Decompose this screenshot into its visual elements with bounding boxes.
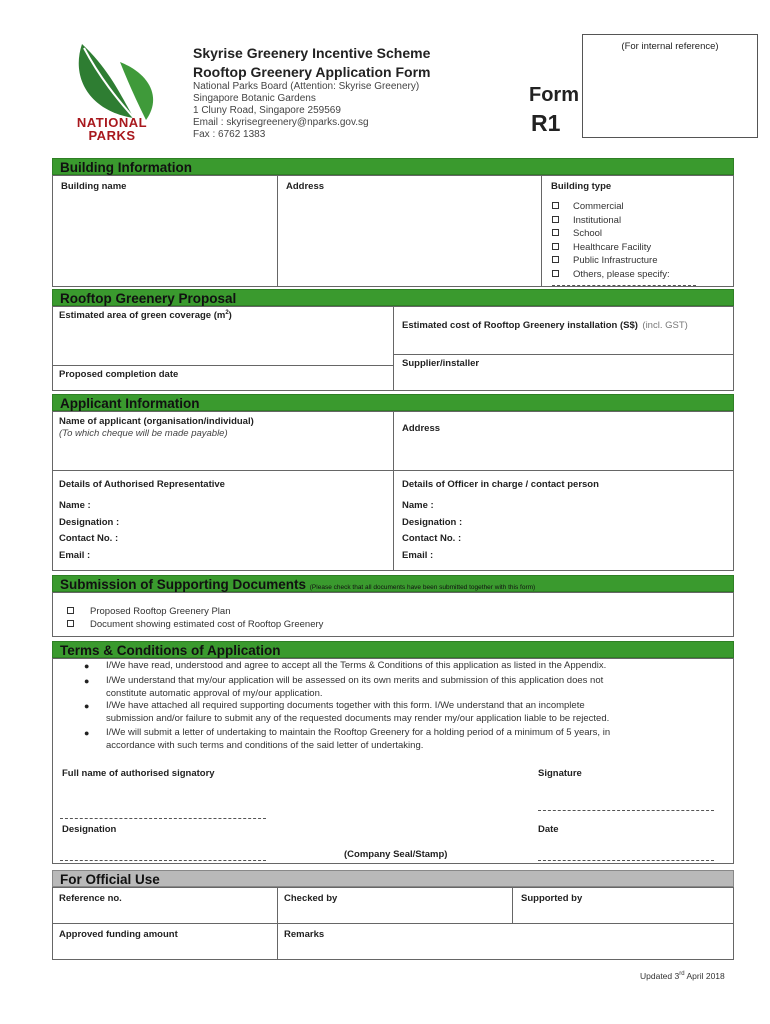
- officer-designation-label[interactable]: Designation :: [402, 517, 463, 528]
- applicant-address-label: Address: [402, 423, 441, 434]
- checkbox-institutional[interactable]: [552, 216, 559, 223]
- supported-by-label: Supported by: [521, 893, 583, 904]
- designation-line[interactable]: [60, 860, 266, 861]
- others-specify-line[interactable]: [552, 285, 696, 286]
- signature-label: Signature: [538, 768, 582, 779]
- internal-reference-label: (For internal reference): [621, 41, 719, 52]
- building-name-label: Building name: [61, 181, 127, 192]
- option-label: Public Infrastructure: [573, 255, 658, 267]
- term-item: I/We understand that my/our application will be assessed on its own merits and submission of this application does not constitute automatic approval of my/our application.: [106, 675, 604, 699]
- rep-contact-label[interactable]: Contact No. :: [59, 533, 119, 544]
- option-label: School: [573, 228, 603, 240]
- green-coverage-label: Estimated area of green coverage $(m^2)$: [59, 310, 232, 322]
- signatory-name-line[interactable]: [60, 818, 266, 819]
- rep-designation-label[interactable]: Designation :: [59, 517, 120, 528]
- option-label: Institutional: [573, 214, 622, 226]
- checked-by-label: Checked by: [284, 893, 338, 904]
- option-label: Healthcare Facility: [573, 241, 652, 253]
- installation-cost-field[interactable]: [393, 306, 734, 355]
- checkbox-public-infrastructure[interactable]: [552, 256, 559, 263]
- term-item: I/We have attached all required supporting documents together with this form. I/We understand that an incomplete submission and/or failure to submit any of the requested documents may render my/our application liable to be rejected.: [106, 700, 610, 724]
- term-item: I/We will submit a letter of undertaking to maintain the Rooftop Greenery for a holding period of a minimum of 5 years, in accordance with such terms and conditions of the said letter of undertaking.: [106, 727, 611, 751]
- logo-wordmark: NATIONAL PARKS: [76, 115, 148, 143]
- doc-item: [67, 614, 323, 632]
- checkbox-cost-document[interactable]: [67, 620, 74, 627]
- designation-label: Designation: [62, 824, 117, 835]
- reference-no-label: Reference no.: [59, 893, 122, 904]
- option-label: Commercial: [573, 201, 624, 212]
- approved-funding-field[interactable]: [52, 923, 278, 960]
- building-name-field[interactable]: [52, 175, 278, 287]
- building-address-field[interactable]: [277, 175, 542, 287]
- rep-email-label[interactable]: Email :: [59, 550, 91, 561]
- org-line: 1 Cluny Road, Singapore 259569: [193, 105, 341, 116]
- form-label: Form: [529, 84, 579, 106]
- internal-reference-box[interactable]: [582, 34, 758, 138]
- building-type-label: Building type: [551, 181, 612, 192]
- section-applicant-information: Applicant Information: [52, 394, 734, 411]
- officer-in-charge-block: [393, 470, 734, 571]
- bullet-icon: ●: [84, 728, 90, 738]
- checkbox-others[interactable]: [552, 270, 559, 277]
- authorised-representative-heading: Details of Authorised Representative: [59, 479, 225, 490]
- rep-name-label[interactable]: Name :: [59, 500, 91, 511]
- org-email: Email : skyrisegreenery@nparks.gov.sg: [193, 117, 369, 128]
- supplier-installer-field[interactable]: [393, 354, 734, 391]
- gst-note: (incl. GST): [642, 320, 688, 331]
- approved-funding-label: Approved funding amount: [59, 929, 178, 940]
- section-rooftop-greenery-proposal: Rooftop Greenery Proposal: [52, 289, 734, 306]
- bullet-icon: ●: [84, 701, 90, 711]
- form-code: R1: [531, 110, 561, 136]
- term-item: I/We have read, understood and agree to accept all the Terms & Conditions of this application as listed in the Appendix.: [106, 660, 607, 671]
- completion-date-field[interactable]: [52, 365, 394, 391]
- building-address-label: Address: [286, 181, 325, 192]
- checkbox-commercial[interactable]: [552, 202, 559, 209]
- checkbox-rooftop-plan[interactable]: [67, 607, 74, 614]
- authorised-representative-block: [52, 470, 394, 571]
- form-title: Rooftop Greenery Application Form: [193, 64, 431, 80]
- supplier-installer-label: Supplier/installer: [402, 358, 480, 369]
- supported-by-field[interactable]: [512, 887, 734, 924]
- officer-email-label[interactable]: Email :: [402, 550, 434, 561]
- completion-date-label: Proposed completion date: [59, 369, 179, 380]
- signature-line[interactable]: [538, 810, 714, 811]
- signatory-name-label: Full name of authorised signatory: [62, 768, 215, 779]
- remarks-field[interactable]: [277, 923, 734, 960]
- doc-item-label: Document showing estimated cost of Rooftop Greenery: [90, 619, 324, 630]
- applicant-name-label: Name of applicant (organisation/individual): [59, 416, 254, 427]
- updated-date: Updated 3rd April 2018: [640, 971, 725, 981]
- org-line: National Parks Board (Attention: Skyrise Greenery): [193, 81, 420, 92]
- option-label: Others, please specify:: [573, 268, 670, 280]
- applicant-address-field[interactable]: [393, 411, 734, 471]
- officer-in-charge-heading: Details of Officer in charge / contact person: [402, 479, 599, 490]
- section-official-use: For Official Use: [52, 870, 734, 887]
- checked-by-field[interactable]: [277, 887, 513, 924]
- date-label: Date: [538, 824, 559, 835]
- reference-no-field[interactable]: [52, 887, 278, 924]
- remarks-label: Remarks: [284, 929, 325, 940]
- doc-item-label: Proposed Rooftop Greenery Plan: [90, 606, 231, 617]
- section-building-information: Building Information: [52, 158, 734, 175]
- company-seal-label: (Company Seal/Stamp): [344, 849, 448, 860]
- checkbox-school[interactable]: [552, 229, 559, 236]
- green-coverage-area-field[interactable]: [52, 306, 394, 366]
- bullet-icon: ●: [84, 676, 90, 686]
- scheme-title: Skyrise Greenery Incentive Scheme: [193, 45, 431, 61]
- officer-name-label[interactable]: Name :: [402, 500, 434, 511]
- section-terms-conditions: Terms & Conditions of Application: [52, 641, 734, 658]
- building-type-options: [552, 196, 670, 278]
- section-supporting-documents: Submission of Supporting Documents (Please check that all documents have been submitted together with this form): [52, 575, 734, 592]
- officer-contact-label[interactable]: Contact No. :: [402, 533, 462, 544]
- bullet-icon: ●: [84, 661, 90, 671]
- org-fax: Fax : 6762 1383: [193, 129, 266, 140]
- applicant-name-field[interactable]: [52, 411, 394, 471]
- org-line: Singapore Botanic Gardens: [193, 93, 316, 104]
- applicant-name-note: (To which cheque will be made payable): [59, 428, 228, 439]
- date-line[interactable]: [538, 860, 714, 861]
- installation-cost-label: Estimated cost of Rooftop Greenery installation (S$): [402, 320, 638, 331]
- checkbox-healthcare[interactable]: [552, 243, 559, 250]
